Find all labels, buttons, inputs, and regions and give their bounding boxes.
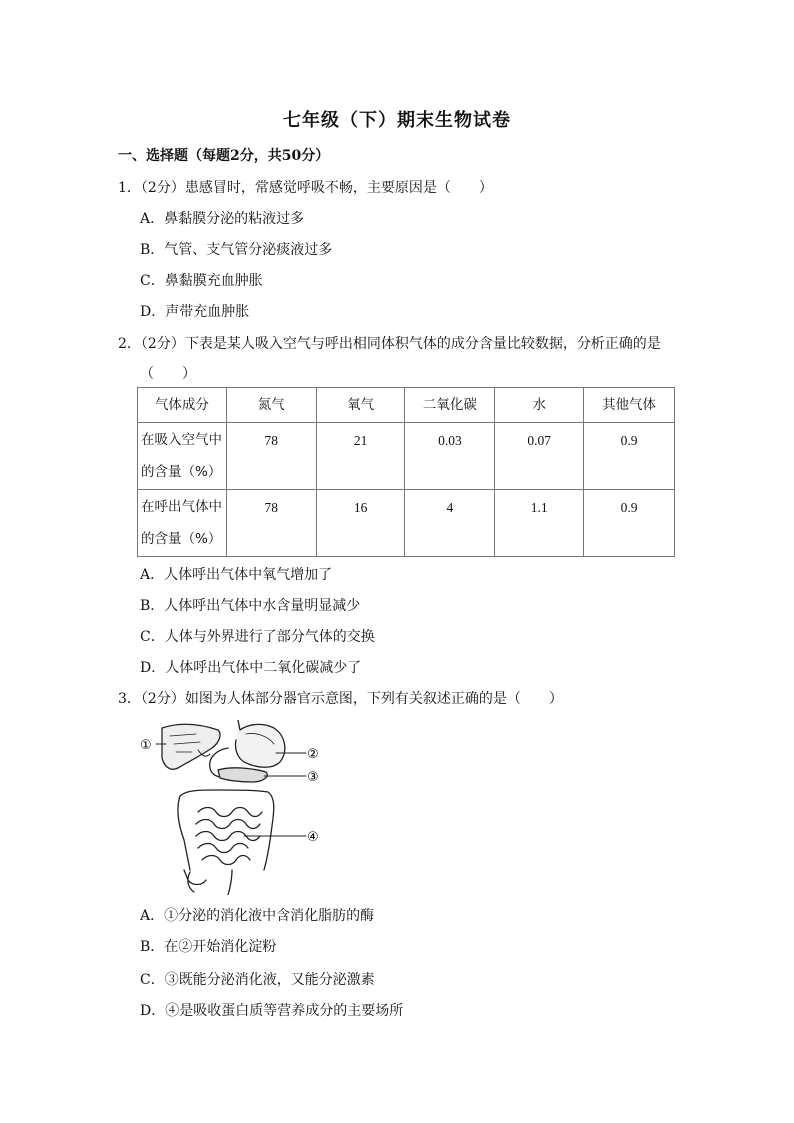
- table-cell: 0.03: [405, 423, 495, 490]
- table-header-cell: 气体成分: [138, 388, 227, 423]
- table-cell: 4: [405, 490, 495, 557]
- table-row: [138, 490, 675, 557]
- question-2-option-c: C．人体与外界进行了部分气体的交换: [140, 629, 375, 645]
- gas-composition-table: [137, 387, 675, 557]
- question-2-option-d: D．人体呼出气体中二氧化碳减少了: [140, 660, 362, 676]
- table-cell: 78: [226, 423, 316, 490]
- table-row-label: [138, 423, 227, 490]
- diagram-label-3: ③: [307, 770, 319, 785]
- table-header-cell: 氮气: [226, 388, 316, 423]
- question-3-option-d: D．④是吸收蛋白质等营养成分的主要场所: [140, 1003, 404, 1019]
- table-cell: 0.9: [584, 423, 675, 490]
- diagram-label-4: ④: [307, 830, 319, 845]
- page-title: 七年级（下）期末生物试卷: [283, 110, 511, 131]
- question-2-option-b: B．人体呼出气体中水含量明显减少: [140, 598, 361, 614]
- question-3-stem: 3．（2分）如图为人体部分器官示意图，下列有关叙述正确的是（ ）: [118, 691, 563, 707]
- table-cell: 78: [226, 490, 316, 557]
- question-1-option-a: A．鼻黏膜分泌的粘液过多: [140, 211, 305, 227]
- row-label-line: 在呼出气体中: [141, 499, 222, 515]
- table-cell: 0.9: [584, 490, 675, 557]
- question-3-option-c: C．③既能分泌消化液，又能分泌激素: [140, 972, 375, 988]
- question-1-option-d: D．声带充血肿胀: [140, 304, 250, 320]
- diagram-label-1: ①: [140, 738, 152, 753]
- question-1-option-c: C．鼻黏膜充血肿胀: [140, 273, 263, 289]
- question-3-option-a: A．①分泌的消化液中含消化脂肪的酶: [140, 908, 375, 924]
- question-3-option-b: B．在②开始消化淀粉: [140, 939, 277, 955]
- table-row-label: [138, 490, 227, 557]
- table-header-row: [138, 388, 675, 423]
- table-header-cell: 其他气体: [584, 388, 675, 423]
- row-label-line: 在吸入空气中: [141, 432, 222, 448]
- table-cell: 1.1: [495, 490, 584, 557]
- row-label-line: 的含量（%）: [141, 531, 222, 547]
- table-header-cell: 氧气: [316, 388, 405, 423]
- row-label-line: 的含量（%）: [141, 464, 222, 480]
- digestive-system-diagram: [140, 720, 340, 895]
- question-2-option-a: A．人体呼出气体中氧气增加了: [140, 567, 333, 583]
- table-cell: 0.07: [495, 423, 584, 490]
- question-1-stem: 1．（2分）患感冒时，常感觉呼吸不畅，主要原因是（ ）: [118, 180, 493, 196]
- table-row: [138, 423, 675, 490]
- question-1-option-b: B．气管、支气管分泌痰液过多: [140, 242, 333, 258]
- diagram-label-2: ②: [307, 747, 319, 762]
- question-2-answer-brackets: （ ）: [140, 366, 196, 382]
- table-header-cell: 二氧化碳: [405, 388, 495, 423]
- table-cell: 21: [316, 423, 405, 490]
- table-header-cell: 水: [495, 388, 584, 423]
- section-heading: 一、选择题（每题2分，共50分）: [118, 148, 330, 164]
- question-2-stem: 2．（2分）下表是某人吸入空气与呼出相同体积气体的成分含量比较数据，分析正确的是: [118, 336, 661, 352]
- table-cell: 16: [316, 490, 405, 557]
